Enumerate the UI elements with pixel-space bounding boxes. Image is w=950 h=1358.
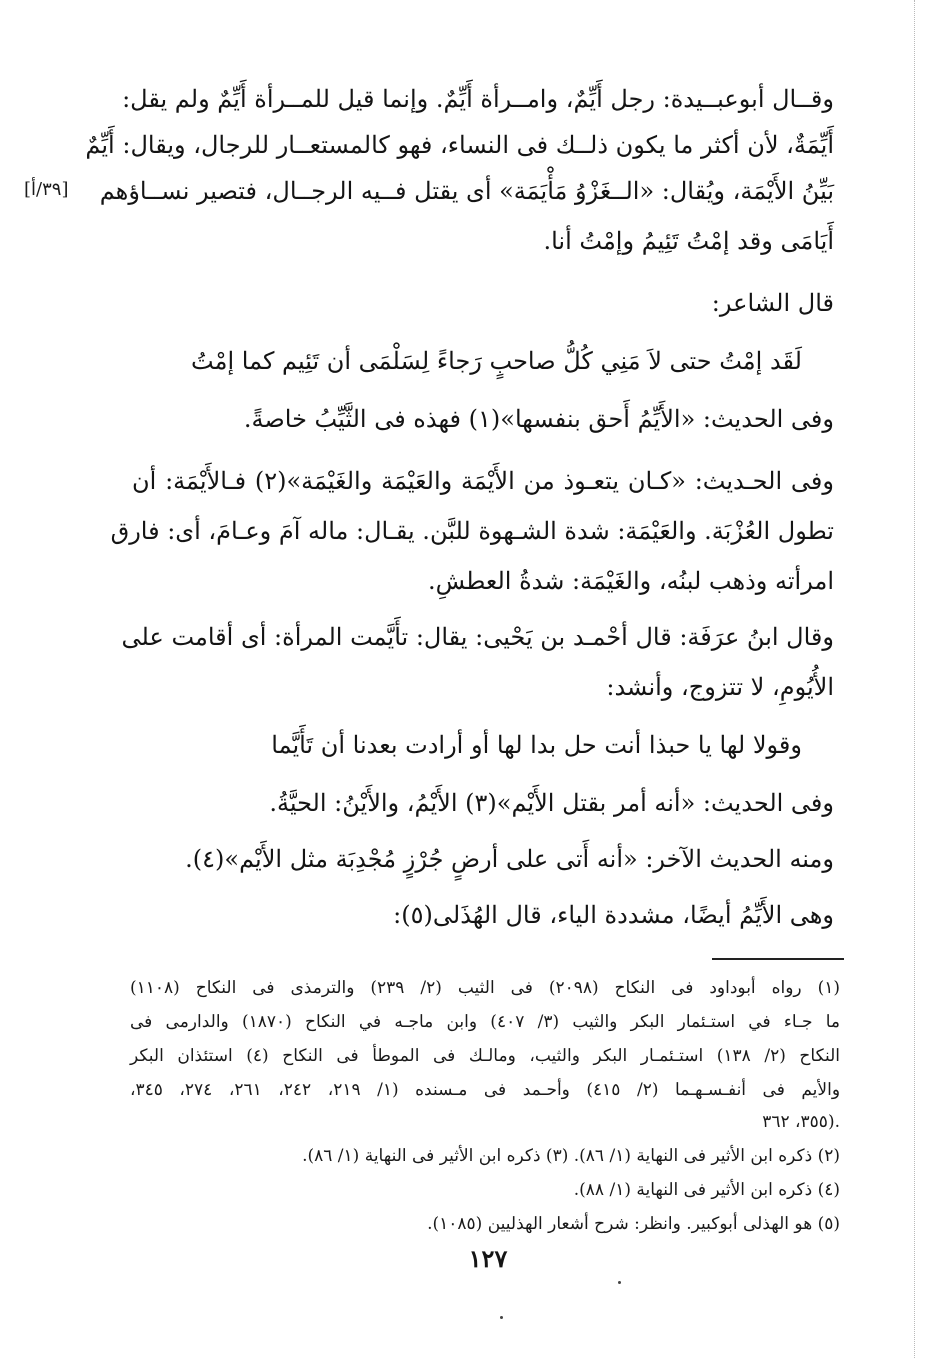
verse-line-1: لَقَد إمْتُ حتى لاَ مَنِي كُلُّ صاحبٍ رَجاءً لِسَلْمَى أن تَئِيم كما إمْتُ	[191, 347, 802, 375]
footnote-1-line-2: ما جـاء في استـئمار البكر والثيب (٣/ ٤٠٧) وابن ماجـه في النكاح (١٨٧٠) والدارمى فى	[130, 1012, 841, 1032]
body-line-4: أَيَامَى وقد إمْتُ تَئِيمُ وإمْتُ أنا.	[543, 227, 834, 255]
footnote-1-line-5: ٣٥٥، ٣٦٢).	[762, 1112, 840, 1132]
footnote-1-line-4: والأيم فى أنفـسـهـما (٢/ ٤١٥) وأحـمد فى مـسنده (١/ ٢١٩، ٢٤٢، ٢٦١، ٢٧٤، ٣٤٥،	[130, 1080, 841, 1100]
hadith-line-3: ومنه الحديث الآخر: «أنه أَتى على أرضٍ جُرْزٍ مُجْدِبَة مثل الأَيْم»(٤).	[185, 845, 834, 873]
page-number: ١٢٧	[468, 1244, 508, 1273]
body-line-2: أَيِّمَةٌ، لأن أكثر ما يكون ذلــك فى النساء، فهو كالمستعــار للرجال، ويقال: أَيِّمٌ	[85, 131, 834, 159]
hadith-line-1: وفى الحديث: «الأَيِّمُ أَحق بنفسها»(١) فهذه فى الثَّيِّبُ خاصةً.	[243, 405, 834, 433]
body-line-9: تطول العُزْبَة. والعَيْمَة: شدة الشـهوة للبَّن. يقـال: ماله آمَ وعـامَ، أى: فارق	[110, 517, 834, 545]
footnote-4-line: (٤) ذكره ابن الأثير فى النهاية (١/ ٨٨).	[573, 1180, 840, 1200]
footnote-2-3-line: (٢) ذكره ابن الأثير فى النهاية (١/ ٨٦). (٣) ذكره ابن الأثير فى النهاية (١/ ٨٦).	[302, 1146, 840, 1166]
scan-edge-dotted-border	[914, 0, 917, 1358]
scan-speck-mark	[500, 1316, 503, 1319]
footnote-5-line: (٥) هو الهذلى أبوكبير. وانظر: شرح أشعار الهذليين (١٠٨٥).	[427, 1214, 840, 1234]
poet-introduction: قال الشاعر:	[711, 289, 834, 317]
body-line-1: وقــال أبوعبــيدة: رجل أَيِّمٌ، وامــرأة أَيِّمٌ. وإنما قيل للمــرأة أَيِّمٌ ولم يقل:	[122, 85, 834, 113]
footnote-1-line-3: النكاح (٢/ ١٣٨) استـئمـار البكر والثيب، ومالـك فى الموطأ فى النكاح (٤) استئذان البكر	[130, 1046, 840, 1066]
manuscript-folio-marginal-note: [٣٩/أ]	[24, 179, 69, 200]
footnote-1-line-1: (١) رواه أبوداود فى النكاح (٢٠٩٨) فى الثيب (٢/ ٢٣٩) والترمذى فى النكاح (١١٠٨)	[130, 978, 840, 998]
verse-line-2: وقولا لها يا حبذا أنت حل بدا لها أو أرادت بعدنا أن تَأَيَّما	[271, 731, 802, 759]
body-line-3: بَيِّنُ الأَيْمَة، ويُقال: «الــغَزْوُ مَأْيَمَة» أى يقتل فــيه الرجــال، فتصير نســاؤهم	[99, 177, 834, 205]
footnote-separator-rule	[712, 958, 844, 960]
scan-speck-mark	[618, 1281, 621, 1284]
body-line-8: وفى الحـديث: «كـان يتعـوذ من الأَيْمَة والعَيْمَة والغَيْمَة»(٢) فـالأَيْمَة: أن	[132, 467, 834, 495]
hadith-line-2: وفى الحديث: «أنه أمر بقتل الأَيْم»(٣) الأَيْمُ، والأَيْنُ: الحيَّةُ.	[269, 789, 834, 817]
body-line-12: الأُيُومِ، لا تتزوج، وأنشد:	[606, 673, 834, 701]
body-line-final: وهى الأَيِّمُ أيضًا، مشددة الياء، قال الهُذَلى(٥):	[393, 901, 834, 929]
body-line-11: وقال ابنُ عرَفَة: قال أحْمـد بن يَحْيى: يقال: تأَيَّمت المرأة: أى أقامت على	[121, 623, 834, 651]
body-line-10: امرأته وذهب لبنُه، والغَيْمَة: شدةُ العطشِ.	[427, 567, 834, 595]
